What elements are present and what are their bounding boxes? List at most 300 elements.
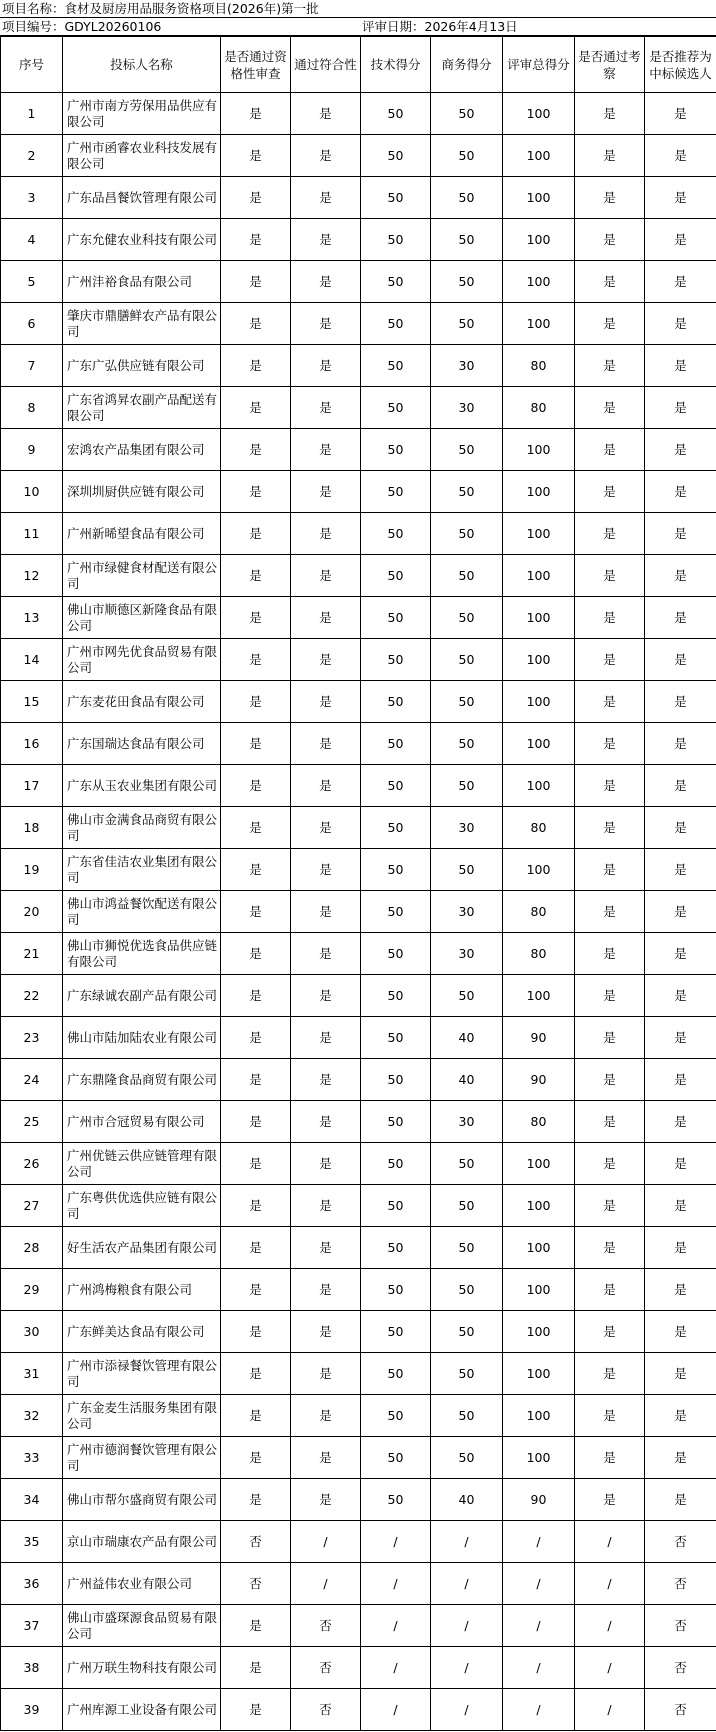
cell-business-score: 30: [431, 807, 503, 849]
cell-recommend: 是: [645, 1311, 716, 1353]
cell-index: 23: [1, 1017, 63, 1059]
cell-compliance: 是: [291, 1185, 361, 1227]
table-row: [1, 1479, 716, 1521]
table-row: [1, 429, 716, 471]
cell-inspection: 是: [575, 429, 645, 471]
cell-compliance: 是: [291, 135, 361, 177]
cell-compliance: 是: [291, 1311, 361, 1353]
cell-tech-score: 50: [361, 1395, 431, 1437]
cell-bidder-name: 广东鼎隆食品商贸有限公司: [63, 1059, 221, 1101]
cell-qualification: 是: [221, 807, 291, 849]
cell-compliance: 是: [291, 849, 361, 891]
table-row: [1, 1395, 716, 1437]
cell-qualification: 否: [221, 1563, 291, 1605]
cell-compliance: 是: [291, 1227, 361, 1269]
cell-business-score: 50: [431, 471, 503, 513]
cell-total-score: 100: [503, 135, 575, 177]
cell-tech-score: 50: [361, 597, 431, 639]
cell-business-score: 50: [431, 765, 503, 807]
cell-total-score: 80: [503, 807, 575, 849]
cell-tech-score: 50: [361, 1185, 431, 1227]
cell-index: 9: [1, 429, 63, 471]
cell-bidder-name: 广州市德润餐饮管理有限公司: [63, 1437, 221, 1479]
cell-inspection: 是: [575, 1059, 645, 1101]
cell-compliance: 否: [291, 1689, 361, 1731]
cell-compliance: 是: [291, 933, 361, 975]
project-name: 项目名称：食材及厨房用品服务资格项目(2026年)第一批: [2, 1, 319, 16]
cell-compliance: 是: [291, 807, 361, 849]
cell-index: 34: [1, 1479, 63, 1521]
cell-bidder-name: 好生活农产品集团有限公司: [63, 1227, 221, 1269]
table-row: [1, 219, 716, 261]
cell-business-score: 50: [431, 1143, 503, 1185]
cell-compliance: 是: [291, 1017, 361, 1059]
cell-compliance: 是: [291, 93, 361, 135]
cell-total-score: 80: [503, 1101, 575, 1143]
cell-index: 12: [1, 555, 63, 597]
cell-compliance: 是: [291, 1101, 361, 1143]
cell-qualification: 是: [221, 765, 291, 807]
cell-business-score: 50: [431, 93, 503, 135]
cell-total-score: 100: [503, 555, 575, 597]
cell-tech-score: 50: [361, 219, 431, 261]
cell-qualification: 是: [221, 471, 291, 513]
table-row: [1, 891, 716, 933]
cell-index: 38: [1, 1647, 63, 1689]
cell-business-score: 50: [431, 513, 503, 555]
cell-compliance: 是: [291, 639, 361, 681]
cell-index: 16: [1, 723, 63, 765]
cell-inspection: 是: [575, 1353, 645, 1395]
cell-total-score: 100: [503, 1185, 575, 1227]
cell-inspection: 是: [575, 1185, 645, 1227]
column-header-inspection: 是否通过考察: [575, 37, 645, 93]
cell-bidder-name: 广州优链云供应链管理有限公司: [63, 1143, 221, 1185]
cell-qualification: 是: [221, 1269, 291, 1311]
cell-qualification: 是: [221, 1689, 291, 1731]
cell-tech-score: 50: [361, 135, 431, 177]
cell-business-score: 50: [431, 1311, 503, 1353]
cell-qualification: 是: [221, 1437, 291, 1479]
cell-compliance: /: [291, 1563, 361, 1605]
cell-bidder-name: 广东粤供优选供应链有限公司: [63, 1185, 221, 1227]
cell-inspection: 是: [575, 1227, 645, 1269]
cell-qualification: 是: [221, 135, 291, 177]
cell-index: 7: [1, 345, 63, 387]
cell-tech-score: 50: [361, 891, 431, 933]
cell-tech-score: 50: [361, 1017, 431, 1059]
cell-recommend: 是: [645, 891, 716, 933]
cell-inspection: /: [575, 1647, 645, 1689]
cell-inspection: 是: [575, 1269, 645, 1311]
cell-business-score: 50: [431, 219, 503, 261]
cell-qualification: 是: [221, 1395, 291, 1437]
project-code: 项目编号：GDYL20260106: [2, 19, 162, 34]
cell-bidder-name: 广州益伟农业有限公司: [63, 1563, 221, 1605]
table-row: [1, 639, 716, 681]
cell-qualification: 是: [221, 723, 291, 765]
cell-total-score: 100: [503, 639, 575, 681]
cell-bidder-name: 佛山市顺德区新隆食品有限公司: [63, 597, 221, 639]
cell-compliance: 是: [291, 177, 361, 219]
cell-inspection: 是: [575, 1395, 645, 1437]
cell-bidder-name: 广州市添禄餐饮管理有限公司: [63, 1353, 221, 1395]
cell-inspection: 是: [575, 513, 645, 555]
cell-bidder-name: 佛山市陆加陆农业有限公司: [63, 1017, 221, 1059]
cell-total-score: 90: [503, 1059, 575, 1101]
table-row: [1, 1311, 716, 1353]
cell-bidder-name: 广东从玉农业集团有限公司: [63, 765, 221, 807]
evaluation-table: [0, 36, 716, 1731]
cell-compliance: 是: [291, 555, 361, 597]
cell-total-score: 80: [503, 933, 575, 975]
cell-qualification: 是: [221, 513, 291, 555]
cell-inspection: 是: [575, 681, 645, 723]
table-row: [1, 471, 716, 513]
cell-inspection: 是: [575, 1437, 645, 1479]
cell-business-score: 30: [431, 345, 503, 387]
cell-business-score: 50: [431, 1395, 503, 1437]
cell-tech-score: 50: [361, 975, 431, 1017]
cell-index: 11: [1, 513, 63, 555]
cell-recommend: 是: [645, 1395, 716, 1437]
table-row: [1, 1101, 716, 1143]
cell-bidder-name: 广州市绿健食材配送有限公司: [63, 555, 221, 597]
cell-tech-score: /: [361, 1647, 431, 1689]
cell-recommend: 是: [645, 471, 716, 513]
cell-tech-score: 50: [361, 807, 431, 849]
cell-compliance: 是: [291, 597, 361, 639]
cell-qualification: 是: [221, 1227, 291, 1269]
cell-qualification: 是: [221, 345, 291, 387]
cell-qualification: 是: [221, 555, 291, 597]
cell-index: 4: [1, 219, 63, 261]
cell-bidder-name: 广东广弘供应链有限公司: [63, 345, 221, 387]
cell-index: 22: [1, 975, 63, 1017]
cell-business-score: 30: [431, 387, 503, 429]
cell-total-score: 80: [503, 891, 575, 933]
cell-index: 36: [1, 1563, 63, 1605]
cell-bidder-name: 广州鸿梅粮食有限公司: [63, 1269, 221, 1311]
cell-recommend: 是: [645, 93, 716, 135]
cell-recommend: 是: [645, 177, 716, 219]
cell-qualification: 是: [221, 1185, 291, 1227]
cell-tech-score: 50: [361, 555, 431, 597]
cell-qualification: 是: [221, 219, 291, 261]
cell-index: 18: [1, 807, 63, 849]
cell-compliance: 是: [291, 345, 361, 387]
cell-inspection: 是: [575, 261, 645, 303]
cell-index: 30: [1, 1311, 63, 1353]
cell-tech-score: /: [361, 1521, 431, 1563]
cell-recommend: 是: [645, 1227, 716, 1269]
cell-bidder-name: 广州库源工业设备有限公司: [63, 1689, 221, 1731]
cell-business-score: 50: [431, 1353, 503, 1395]
cell-inspection: 是: [575, 807, 645, 849]
cell-tech-score: 50: [361, 471, 431, 513]
cell-total-score: 100: [503, 429, 575, 471]
cell-compliance: 否: [291, 1647, 361, 1689]
cell-tech-score: 50: [361, 639, 431, 681]
cell-bidder-name: 广东省佳洁农业集团有限公司: [63, 849, 221, 891]
table-row: [1, 1185, 716, 1227]
cell-tech-score: 50: [361, 1143, 431, 1185]
cell-index: 25: [1, 1101, 63, 1143]
cell-business-score: /: [431, 1563, 503, 1605]
cell-bidder-name: 广东省鸿昇农副产品配送有限公司: [63, 387, 221, 429]
table-row: [1, 1143, 716, 1185]
table-row: [1, 1437, 716, 1479]
cell-business-score: 30: [431, 933, 503, 975]
table-row: [1, 723, 716, 765]
cell-inspection: 是: [575, 1479, 645, 1521]
cell-tech-score: 50: [361, 849, 431, 891]
cell-qualification: 是: [221, 597, 291, 639]
cell-business-score: 30: [431, 891, 503, 933]
cell-qualification: 是: [221, 681, 291, 723]
table-row: [1, 597, 716, 639]
cell-business-score: 40: [431, 1017, 503, 1059]
cell-compliance: 是: [291, 891, 361, 933]
cell-business-score: /: [431, 1689, 503, 1731]
project-code-row: [0, 18, 716, 36]
cell-total-score: /: [503, 1563, 575, 1605]
cell-compliance: 是: [291, 1143, 361, 1185]
cell-tech-score: 50: [361, 1311, 431, 1353]
cell-total-score: 100: [503, 513, 575, 555]
cell-index: 10: [1, 471, 63, 513]
cell-bidder-name: 广州市合冠贸易有限公司: [63, 1101, 221, 1143]
cell-business-score: 50: [431, 555, 503, 597]
table-row: [1, 1647, 716, 1689]
cell-tech-score: 50: [361, 1101, 431, 1143]
cell-tech-score: 50: [361, 681, 431, 723]
cell-total-score: 100: [503, 849, 575, 891]
cell-bidder-name: 佛山市狮悦优选食品供应链有限公司: [63, 933, 221, 975]
table-row: [1, 1353, 716, 1395]
cell-business-score: /: [431, 1605, 503, 1647]
cell-business-score: 50: [431, 261, 503, 303]
cell-index: 33: [1, 1437, 63, 1479]
cell-compliance: 是: [291, 471, 361, 513]
cell-compliance: 是: [291, 975, 361, 1017]
table-row: [1, 765, 716, 807]
cell-total-score: /: [503, 1521, 575, 1563]
cell-recommend: 是: [645, 1437, 716, 1479]
table-row: [1, 387, 716, 429]
cell-total-score: 100: [503, 261, 575, 303]
cell-bidder-name: 广东国瑞达食品有限公司: [63, 723, 221, 765]
cell-bidder-name: 广东麦花田食品有限公司: [63, 681, 221, 723]
cell-recommend: 是: [645, 1269, 716, 1311]
cell-bidder-name: 广州沣裕食品有限公司: [63, 261, 221, 303]
cell-bidder-name: 广东允健农业科技有限公司: [63, 219, 221, 261]
cell-inspection: 是: [575, 1143, 645, 1185]
cell-index: 26: [1, 1143, 63, 1185]
cell-inspection: 是: [575, 1017, 645, 1059]
cell-index: 31: [1, 1353, 63, 1395]
cell-tech-score: 50: [361, 513, 431, 555]
cell-qualification: 是: [221, 891, 291, 933]
cell-qualification: 是: [221, 429, 291, 471]
cell-bidder-name: 深圳圳厨供应链有限公司: [63, 471, 221, 513]
cell-index: 39: [1, 1689, 63, 1731]
column-header-bidder: 投标人名称: [63, 37, 221, 93]
cell-total-score: /: [503, 1647, 575, 1689]
cell-bidder-name: 广东绿诚农副产品有限公司: [63, 975, 221, 1017]
cell-bidder-name: 佛山市帮尔盛商贸有限公司: [63, 1479, 221, 1521]
cell-business-score: 50: [431, 1185, 503, 1227]
cell-inspection: 是: [575, 177, 645, 219]
column-header-business-score: 商务得分: [431, 37, 503, 93]
table-row: [1, 681, 716, 723]
cell-recommend: 是: [645, 513, 716, 555]
cell-tech-score: /: [361, 1605, 431, 1647]
cell-tech-score: 50: [361, 1353, 431, 1395]
cell-total-score: 100: [503, 723, 575, 765]
table-row: [1, 975, 716, 1017]
cell-inspection: 是: [575, 1311, 645, 1353]
cell-recommend: 是: [645, 933, 716, 975]
cell-index: 5: [1, 261, 63, 303]
cell-compliance: 是: [291, 513, 361, 555]
cell-inspection: 是: [575, 555, 645, 597]
cell-total-score: 100: [503, 1353, 575, 1395]
cell-compliance: 是: [291, 1353, 361, 1395]
cell-business-score: 50: [431, 303, 503, 345]
cell-compliance: /: [291, 1521, 361, 1563]
cell-tech-score: 50: [361, 429, 431, 471]
cell-total-score: /: [503, 1689, 575, 1731]
cell-compliance: 是: [291, 303, 361, 345]
cell-business-score: 40: [431, 1059, 503, 1101]
cell-tech-score: 50: [361, 93, 431, 135]
cell-index: 3: [1, 177, 63, 219]
cell-total-score: 100: [503, 93, 575, 135]
cell-tech-score: /: [361, 1563, 431, 1605]
cell-inspection: 是: [575, 765, 645, 807]
cell-tech-score: 50: [361, 1437, 431, 1479]
cell-total-score: 100: [503, 765, 575, 807]
cell-index: 13: [1, 597, 63, 639]
cell-qualification: 是: [221, 975, 291, 1017]
cell-recommend: 是: [645, 597, 716, 639]
cell-index: 20: [1, 891, 63, 933]
cell-recommend: 是: [645, 429, 716, 471]
table-row: [1, 303, 716, 345]
cell-compliance: 是: [291, 1059, 361, 1101]
cell-recommend: 否: [645, 1605, 716, 1647]
cell-business-score: /: [431, 1521, 503, 1563]
cell-inspection: 是: [575, 303, 645, 345]
cell-business-score: 50: [431, 429, 503, 471]
cell-inspection: 是: [575, 345, 645, 387]
cell-total-score: 100: [503, 303, 575, 345]
table-row: [1, 1227, 716, 1269]
cell-total-score: /: [503, 1605, 575, 1647]
cell-index: 21: [1, 933, 63, 975]
cell-index: 24: [1, 1059, 63, 1101]
cell-recommend: 是: [645, 723, 716, 765]
cell-business-score: 50: [431, 177, 503, 219]
cell-inspection: 是: [575, 1101, 645, 1143]
cell-bidder-name: 佛山市盛琛源食品贸易有限公司: [63, 1605, 221, 1647]
cell-tech-score: 50: [361, 765, 431, 807]
cell-recommend: 否: [645, 1647, 716, 1689]
table-row: [1, 807, 716, 849]
cell-inspection: 是: [575, 891, 645, 933]
cell-total-score: 80: [503, 345, 575, 387]
cell-business-score: 30: [431, 1101, 503, 1143]
cell-total-score: 100: [503, 1227, 575, 1269]
cell-compliance: 是: [291, 1269, 361, 1311]
cell-bidder-name: 广州市函睿农业科技发展有限公司: [63, 135, 221, 177]
cell-total-score: 90: [503, 1479, 575, 1521]
cell-inspection: 是: [575, 135, 645, 177]
cell-tech-score: 50: [361, 261, 431, 303]
column-header-qualification: 是否通过资格性审查: [221, 37, 291, 93]
cell-inspection: 是: [575, 219, 645, 261]
cell-business-score: 50: [431, 639, 503, 681]
cell-recommend: 是: [645, 639, 716, 681]
cell-qualification: 是: [221, 387, 291, 429]
cell-qualification: 是: [221, 1353, 291, 1395]
cell-recommend: 否: [645, 1563, 716, 1605]
cell-index: 28: [1, 1227, 63, 1269]
cell-tech-score: 50: [361, 723, 431, 765]
table-row: [1, 345, 716, 387]
table-row: [1, 1059, 716, 1101]
cell-bidder-name: 广州万联生物科技有限公司: [63, 1647, 221, 1689]
cell-qualification: 是: [221, 303, 291, 345]
cell-qualification: 是: [221, 639, 291, 681]
cell-recommend: 是: [645, 345, 716, 387]
table-row: [1, 93, 716, 135]
cell-tech-score: 50: [361, 345, 431, 387]
cell-total-score: 100: [503, 471, 575, 513]
cell-total-score: 100: [503, 597, 575, 639]
table-row: [1, 261, 716, 303]
cell-recommend: 是: [645, 1143, 716, 1185]
cell-compliance: 是: [291, 261, 361, 303]
cell-inspection: /: [575, 1563, 645, 1605]
cell-total-score: 100: [503, 1395, 575, 1437]
cell-tech-score: 50: [361, 1479, 431, 1521]
cell-inspection: 是: [575, 471, 645, 513]
cell-tech-score: 50: [361, 1227, 431, 1269]
column-header-recommend: 是否推荐为中标候选人: [645, 37, 716, 93]
cell-tech-score: 50: [361, 177, 431, 219]
cell-business-score: 40: [431, 1479, 503, 1521]
cell-recommend: 否: [645, 1689, 716, 1731]
cell-recommend: 是: [645, 807, 716, 849]
cell-total-score: 100: [503, 1143, 575, 1185]
column-header-index: 序号: [1, 37, 63, 93]
cell-compliance: 是: [291, 387, 361, 429]
cell-qualification: 否: [221, 1521, 291, 1563]
cell-total-score: 100: [503, 681, 575, 723]
table-row: [1, 1521, 716, 1563]
cell-recommend: 是: [645, 681, 716, 723]
cell-qualification: 是: [221, 1143, 291, 1185]
cell-recommend: 是: [645, 219, 716, 261]
cell-inspection: 是: [575, 93, 645, 135]
cell-index: 19: [1, 849, 63, 891]
cell-recommend: 是: [645, 135, 716, 177]
cell-bidder-name: 宏鸿农产品集团有限公司: [63, 429, 221, 471]
cell-recommend: 是: [645, 1479, 716, 1521]
cell-index: 1: [1, 93, 63, 135]
